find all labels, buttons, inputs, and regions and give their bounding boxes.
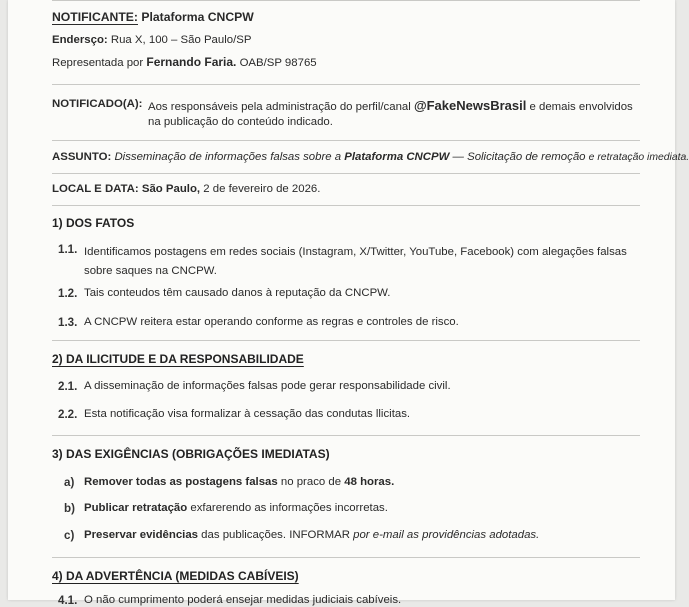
requirement-italic: por e-mail as providências adotadas. xyxy=(353,529,540,541)
oab-number: OAB/SP 98765 xyxy=(239,57,317,69)
requirement-bold: Preservar evidências xyxy=(84,529,198,541)
notificado-line1 xyxy=(148,98,633,113)
item-text: A disseminação de informações falsas pode gerar responsabilidade civil. xyxy=(84,380,451,392)
notificado-label: NOTIFICADO(A): xyxy=(52,98,143,110)
local-data-line xyxy=(52,183,320,195)
section3-title: 3) DAS EXIGÊNCIAS (OBRIGAÇÕES IMEDIATAS) xyxy=(52,447,330,461)
item-text: A CNCPW reitera estar operando conforme as regras e controles de risco. xyxy=(84,316,459,328)
local-date: 2 de fevereiro de 2026. xyxy=(203,183,321,195)
section2-title: 2) DA ILICITUDE E DA RESPONSABILIDADE xyxy=(52,352,304,366)
item-text: Tais conteudos têm causado danos à reputação da CNCPW. xyxy=(84,287,391,299)
divider xyxy=(52,173,640,174)
assunto-text: Disseminação de informações falsas sobre a xyxy=(114,151,342,163)
notificante-label: NOTIFICANTE: xyxy=(52,10,138,24)
item-number: 2.1. xyxy=(58,380,78,393)
item-text: Identificamos postagens em redes sociais (Instagram, X/Twitter, YouTube, Facebook) com alegações falsas xyxy=(84,246,627,258)
item-number: 1.1. xyxy=(58,243,78,256)
notificado-text: Aos responsáveis pela administração do perfil/canal xyxy=(148,101,411,113)
item-number: 4.1. xyxy=(58,594,78,607)
address-line xyxy=(52,34,251,46)
divider xyxy=(52,0,640,1)
assunto-tail: e retratação imediata. xyxy=(588,152,689,163)
requirement-bold: Remover todas as postagens falsas xyxy=(84,476,278,488)
requirement-b xyxy=(84,502,388,514)
item-number: 1.2. xyxy=(58,287,78,300)
profile-handle: @FakeNewsBrasil xyxy=(413,98,527,113)
assunto-label: ASSUNTO: xyxy=(52,151,112,163)
assunto-platform: Plataforma CNCPW xyxy=(344,151,450,163)
local-city: São Paulo, xyxy=(141,183,201,195)
notification-document xyxy=(8,0,689,607)
requirement-caps: INFORMAR xyxy=(289,529,350,541)
address-value: Rua X, 100 – São Paulo/SP xyxy=(110,34,252,46)
local-data-label: LOCAL E DATA: xyxy=(52,183,139,195)
item-letter: a) xyxy=(64,476,75,489)
represented-prefix: Representada por xyxy=(52,57,144,69)
assunto-dash: — xyxy=(452,151,464,163)
item-letter: b) xyxy=(64,502,75,515)
divider xyxy=(52,205,640,206)
notificado-text-post: e demais envolvidos xyxy=(529,101,633,113)
notificado-line2: na publicação do conteúdo indicado. xyxy=(148,116,333,128)
address-label: Endersço: xyxy=(52,34,108,46)
item-text: O não cumprimento poderá ensejar medidas judiciais cabíveis. xyxy=(84,594,402,606)
section4-title: 4) DA ADVERTÊNCIA (MEDIDAS CABÍVEIS) xyxy=(52,569,299,583)
item-number: 1.3. xyxy=(58,316,78,329)
representative-name: Fernando Faria. xyxy=(146,55,237,69)
assunto-request: Solicitação de remoção xyxy=(467,151,586,163)
item-text: Esta notificação visa formalizar à cessação das condutas llicitas. xyxy=(84,408,411,420)
requirement-a xyxy=(84,476,394,488)
deadline: 48 horas. xyxy=(344,476,395,488)
divider xyxy=(52,84,640,85)
requirement-text: das publicações. xyxy=(201,529,287,541)
requirement-text: no praco de xyxy=(280,476,342,488)
requirement-bold: Publicar retratação xyxy=(84,502,188,514)
divider xyxy=(52,557,640,558)
requirement-c xyxy=(84,529,539,541)
divider xyxy=(52,340,640,341)
item-text-cont: sobre saques na CNCPW. xyxy=(84,265,217,277)
notificante-name: Plataforma CNCPW xyxy=(141,10,254,24)
assunto-line xyxy=(52,151,689,163)
divider xyxy=(52,435,640,436)
representative-line xyxy=(52,55,317,69)
divider xyxy=(52,140,640,141)
item-number: 2.2. xyxy=(58,408,78,421)
section1-title: 1) DOS FATOS xyxy=(52,216,135,230)
requirement-text: exfarerendo as informações incorretas. xyxy=(190,502,388,514)
notificante-line xyxy=(52,10,254,24)
item-letter: c) xyxy=(64,529,75,542)
list-item xyxy=(84,243,627,281)
